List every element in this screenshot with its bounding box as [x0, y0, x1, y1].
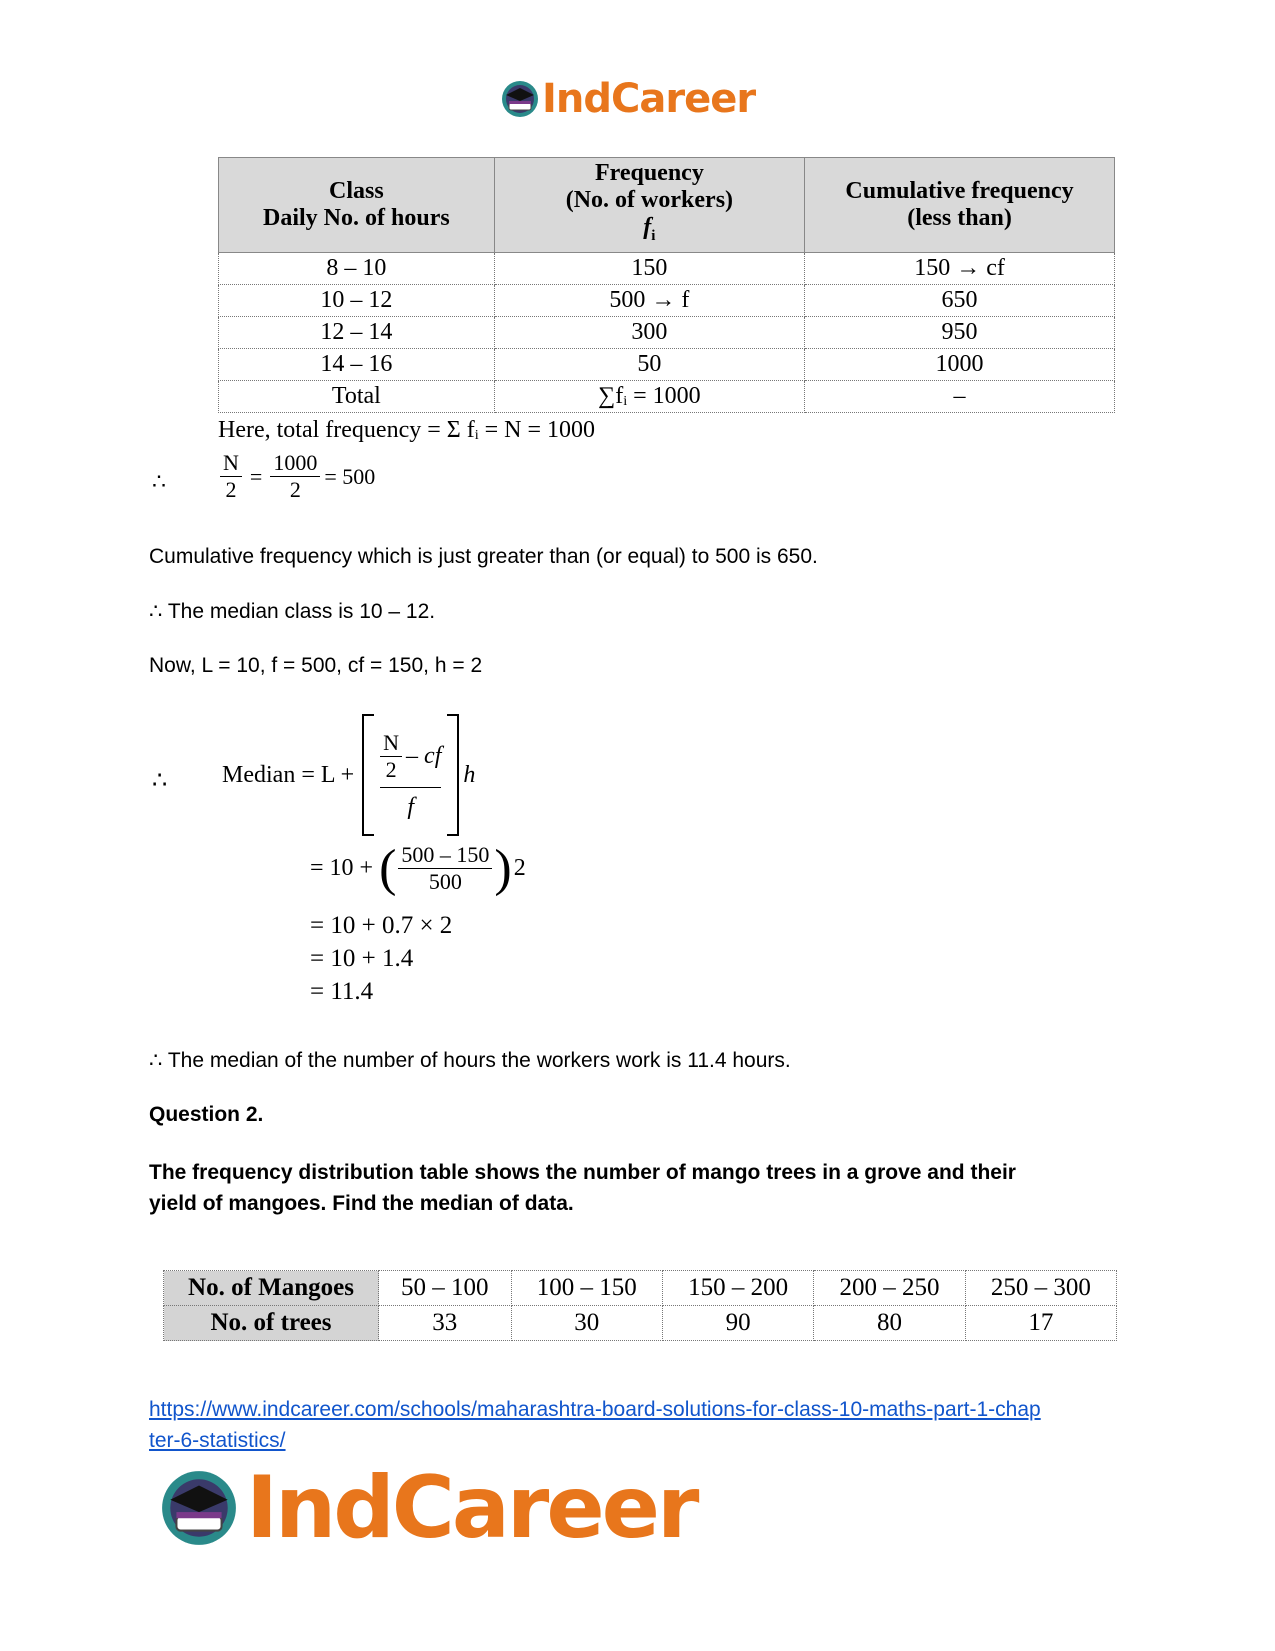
table-row: No. of trees 33 30 90 80 17: [164, 1306, 1117, 1341]
median-step-1: = 10 + ( $\frac{500 - 150}{500}$ ) 2: [310, 839, 526, 897]
conclusion-text: ∴ The median of the number of hours the workers work is 11.4 hours.: [149, 1049, 791, 1072]
table-row: No. of Mangoes 50 – 100 100 – 150 150 – 200 200 – 250 250 – 300: [164, 1271, 1117, 1306]
therefore-symbol: ∴: [152, 768, 168, 794]
median-step-3: = 10 + 1.4: [310, 945, 414, 972]
table-row: 10 – 12 500 → f 650: [219, 284, 1115, 316]
frequency-table: [218, 157, 1115, 413]
paragraph-median-class: ∴ The median class is 10 – 12.: [149, 600, 436, 623]
logo-wordmark: IndCareer: [542, 76, 756, 122]
logo-wordmark: IndCareer: [246, 1458, 697, 1558]
n-half-equation: $\frac{N}{2}$ = $\frac{1000}{2}$ = 500: [220, 450, 375, 503]
header-class: Class Daily No. of hours: [219, 158, 495, 253]
source-link[interactable]: [149, 1394, 1041, 1456]
mango-table: [163, 1270, 1117, 1341]
header-frequency: Frequency (No. of workers) $f_i$: [494, 158, 804, 253]
paragraph-values: Now, L = 10, f = 500, cf = 150, h = 2: [149, 654, 483, 677]
indcareer-logo-top: [500, 76, 755, 122]
source-link-line-1[interactable]: https://www.indcareer.com/schools/maharashtra-board-solutions-for-class-10-maths-part-1-chap: [149, 1398, 1041, 1421]
table-header-row: [219, 158, 1115, 253]
paragraph-cumulative: Cumulative frequency which is just greater than (or equal) to 500 is 650.: [149, 545, 818, 568]
median-formula: Median = L + $\frac{N}{2}$ – cf f h: [222, 714, 475, 836]
indcareer-logo-bottom: [158, 1458, 696, 1558]
source-link-line-2[interactable]: ter-6-statistics/: [149, 1429, 286, 1452]
therefore-symbol: ∴: [152, 469, 166, 494]
question-2-title: Question 2.: [149, 1103, 264, 1126]
table-row: 12 – 14 300 950: [219, 316, 1115, 348]
graduation-cap-book-icon: [500, 79, 540, 119]
graduation-cap-book-icon: [158, 1467, 240, 1549]
header-cumulative-frequency: Cumulative frequency (less than): [805, 158, 1115, 253]
table-row: 8 – 10 150 150 → cf: [219, 252, 1115, 284]
median-step-2: = 10 + 0.7 × 2: [310, 912, 453, 939]
median-step-4: = 11.4: [310, 978, 374, 1005]
table-row-total: Total ∑fᵢ = 1000 –: [219, 380, 1115, 412]
question-2-text: The frequency distribution table shows the number of mango trees in a grove and their yield of mangoes. Find the median of data.: [149, 1161, 1016, 1215]
table-row: 14 – 16 50 1000: [219, 348, 1115, 380]
total-frequency-line: Here, total frequency = Σ fᵢ = N = 1000: [218, 417, 596, 443]
